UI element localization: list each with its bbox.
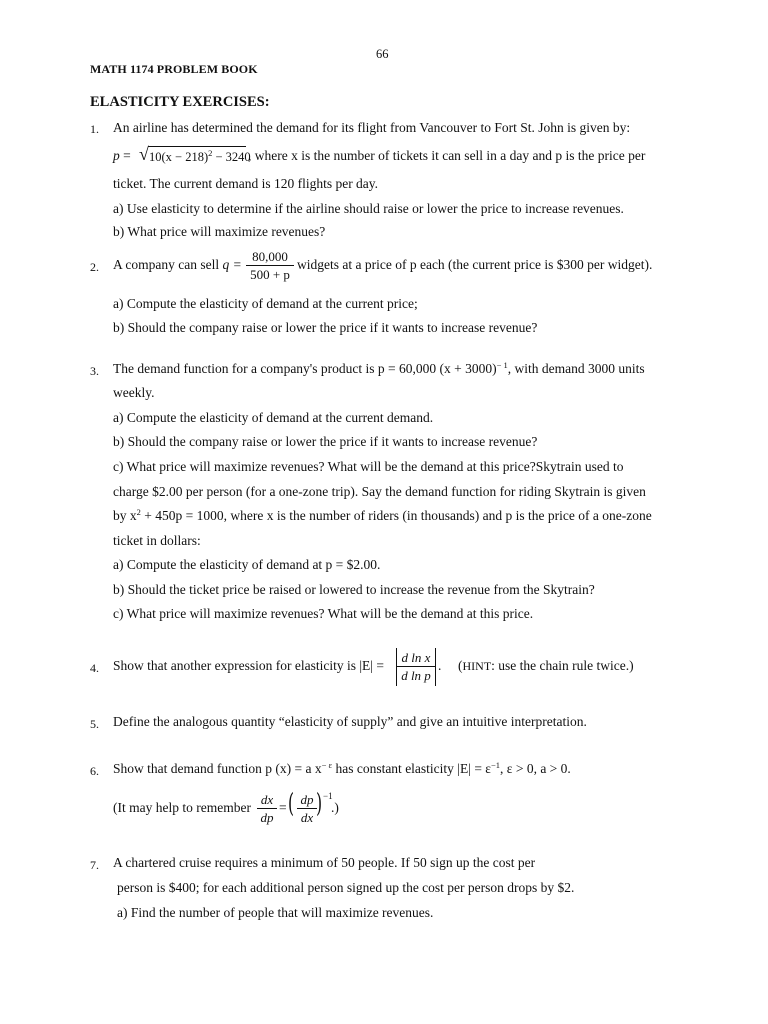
- book-header: MATH 1174 PROBLEM BOOK: [90, 62, 258, 76]
- problem-7-number: 7.: [90, 858, 99, 872]
- problem-4-text: Show that another expression for elasticity is |E| =: [113, 658, 384, 673]
- problem-2-part-a: a) Compute the elasticity of demand at the current price;: [113, 296, 418, 311]
- equals-sign: =: [279, 800, 287, 815]
- problem-5-text: Define the analogous quantity “elasticity of supply” and give an intuitive interpretation.: [113, 714, 587, 729]
- problem-5-number: 5.: [90, 717, 99, 731]
- problem-7-line2: person is $400; for each additional person signed up the cost per person drops by $2.: [117, 880, 575, 895]
- fraction-denominator: dx: [300, 810, 314, 825]
- fraction-numerator: 80,000: [246, 249, 294, 266]
- page-number: 66: [376, 47, 389, 61]
- problem-1-intro: An airline has determined the demand for its flight from Vancouver to Fort St. John is given by:: [113, 120, 631, 135]
- problem-4-fraction: [397, 650, 435, 683]
- problem-2-part-b: b) Should the company raise or lower the price if it wants to increase revenue?: [113, 320, 538, 335]
- problem-1-radicand: $10(x - 218)^2 - 3240$: [149, 148, 251, 164]
- fraction-denominator: 500 + p: [250, 267, 290, 282]
- problem-2-rest: widgets at a price of p each (the current price is $300 per widget).: [297, 257, 653, 272]
- fraction-denominator: d ln p: [401, 668, 431, 683]
- fraction-numerator: dp: [297, 792, 317, 809]
- problem-1-line3: ticket. The current demand is 120 flights per day.: [113, 176, 379, 191]
- fraction-denominator: dp: [260, 810, 274, 825]
- problem-3-line8: ticket in dollars:: [113, 533, 201, 548]
- left-paren: (: [288, 789, 295, 819]
- skytrain-part-a: a) Compute the elasticity of demand at p = $2.00.: [113, 557, 381, 572]
- problem-3-number: 3.: [90, 364, 99, 378]
- inverse-exponent: −1: [323, 791, 333, 801]
- problem-2-intro: A company can sell q =: [113, 257, 242, 272]
- problem-1-equation-rest: , where x is the number of tickets it can sell in a day and p is the price per: [248, 148, 646, 163]
- section-title: ELASTICITY EXERCISES:: [90, 94, 270, 110]
- problem-1-equation-lhs: p =: [113, 148, 131, 163]
- problem-1-part-a: a) Use elasticity to determine if the airline should raise or lower the price to increase revenues.: [113, 201, 624, 216]
- problem-7-line1: A chartered cruise requires a minimum of 50 people. If 50 sign up the cost per: [113, 855, 536, 870]
- problem-3-line7: by $x^2 + 450p = 1000$, where x is the number of riders (in thousands) and p is the price of a one-zone: [113, 507, 652, 523]
- problem-2-number: 2.: [90, 260, 99, 274]
- problem-7-part-a: a) Find the number of people that will maximize revenues.: [117, 905, 434, 920]
- skytrain-part-c: c) What price will maximize revenues? What will be the demand at this price.: [113, 606, 534, 621]
- problem-3-line2: weekly.: [113, 385, 155, 400]
- problem-6-text: Show that demand function p (x) = a $x^{- \varepsilon}$ has constant elasticity $|E| = \varepsilon^{-1}$, ε > 0, a > 0.: [113, 760, 571, 776]
- problem-3-line1: The demand function for a company's product is p = 60,000 $(x + 3000)^{- 1}$, with demand 3000 units: [113, 360, 645, 376]
- problem-1-number: 1.: [90, 122, 99, 136]
- sqrt-symbol: √: [139, 144, 149, 164]
- problem-4-hint: (HINT: use the chain rule twice.): [458, 658, 634, 673]
- abs-bar-right: [435, 648, 436, 686]
- problem-1-part-b: b) What price will maximize revenues?: [113, 224, 326, 239]
- problem-2-fraction: [246, 249, 294, 282]
- skytrain-part-b: b) Should the ticket price be raised or lowered to increase the revenue from the Skytrain?: [113, 582, 595, 597]
- problem-3-part-b: b) Should the company raise or lower the price if it wants to increase revenue?: [113, 434, 538, 449]
- sqrt-bar: [148, 146, 246, 147]
- problem-6-remember: (It may help to remember: [113, 800, 251, 815]
- remember-close: .): [331, 800, 339, 815]
- problem-3-part-c: c) What price will maximize revenues? What will be the demand at this price?Skytrain used to: [113, 459, 624, 474]
- problem-6-number: 6.: [90, 764, 99, 778]
- fraction-numerator: dx: [257, 792, 277, 809]
- problem-4-number: 4.: [90, 661, 99, 675]
- dp-dx-fraction: [297, 792, 317, 825]
- problem-3-line6: charge $2.00 per person (for a one-zone trip). Say the demand function for riding Skytrain is given: [113, 484, 646, 499]
- problem-3-part-a: a) Compute the elasticity of demand at the current demand.: [113, 410, 434, 425]
- fraction-numerator: d ln x: [397, 650, 435, 667]
- dx-dp-fraction: [257, 792, 277, 825]
- right-paren: ): [316, 789, 323, 819]
- problem-4-period: .: [438, 658, 442, 673]
